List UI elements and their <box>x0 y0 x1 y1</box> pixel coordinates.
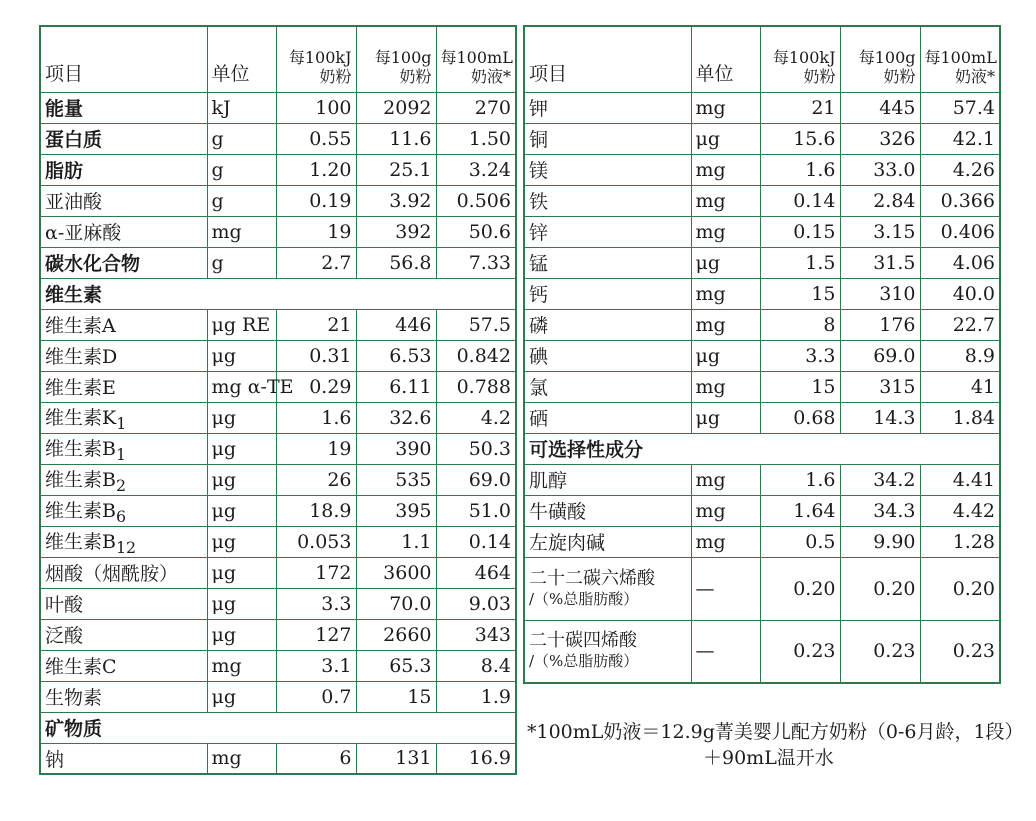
value-per-100ml: 4.2 <box>436 402 516 433</box>
nutrient-unit: mg <box>207 743 276 774</box>
nutrient-name-subscript: 1 <box>115 444 127 464</box>
value-per-100ml: 1.9 <box>436 681 516 712</box>
nutrient-unit: μg <box>207 402 276 433</box>
value-per-100ml: 4.41 <box>920 464 1000 495</box>
nutrient-name-text: 维生素C <box>45 656 117 678</box>
value-per-100ml: 0.20 <box>920 557 1000 620</box>
value-per-100kj: 8 <box>760 309 840 340</box>
value-per-100kj: 6 <box>276 743 356 774</box>
header-per-100ml-line2: 奶液* <box>954 66 995 86</box>
header-per-100kj-line2: 奶粉 <box>803 66 836 86</box>
value-per-100g: 446 <box>356 309 436 340</box>
nutrient-name <box>524 495 691 526</box>
nutrient-name-text: 蛋白质 <box>45 129 103 151</box>
value-per-100kj: 1.20 <box>276 154 356 185</box>
table-row <box>524 185 1000 216</box>
table-row <box>524 402 1000 433</box>
section-label: 可选择性成分 <box>524 433 1000 464</box>
nutrient-unit: — <box>691 557 760 620</box>
value-per-100g: 3600 <box>356 557 436 588</box>
nutrient-unit: mg <box>691 278 760 309</box>
nutrient-unit: μg RE <box>207 309 276 340</box>
value-per-100g: 3.15 <box>840 216 920 247</box>
header-per-100kj-line1: 每100kJ <box>288 47 352 67</box>
nutrient-name <box>40 340 207 371</box>
value-per-100g: 315 <box>840 371 920 402</box>
value-per-100g: 0.20 <box>840 557 920 620</box>
value-per-100g: 32.6 <box>356 402 436 433</box>
value-per-100kj: 0.7 <box>276 681 356 712</box>
value-per-100kj: 0.29 <box>276 371 356 402</box>
nutrient-name-subscript: 12 <box>115 537 137 557</box>
nutrient-unit: — <box>691 620 760 683</box>
value-per-100g: 2660 <box>356 619 436 650</box>
table-row <box>524 340 1000 371</box>
section-row <box>40 712 516 743</box>
nutrient-unit: g <box>207 185 276 216</box>
table-row <box>40 557 516 588</box>
table-row <box>40 309 516 340</box>
value-per-100g: 6.53 <box>356 340 436 371</box>
nutrient-unit: mg <box>691 154 760 185</box>
table-row <box>524 123 1000 154</box>
table-header-row <box>524 26 1000 92</box>
table-row <box>524 278 1000 309</box>
header-per-100kj-line1: 每100kJ <box>772 47 836 67</box>
header-item: 项目 <box>40 26 207 92</box>
table-row <box>40 216 516 247</box>
table-row <box>524 92 1000 123</box>
nutrient-name <box>40 216 207 247</box>
nutrient-name <box>524 247 691 278</box>
nutrient-name <box>40 681 207 712</box>
footnote-line2: ＋90mL温开水 <box>703 747 834 769</box>
value-per-100g: 535 <box>356 464 436 495</box>
value-per-100kj: 15.6 <box>760 123 840 154</box>
nutrient-name-text: 左旋肉碱 <box>529 532 606 554</box>
nutrient-name-subscript: 1 <box>116 413 127 433</box>
nutrient-name-line1: 二十碳四烯酸 <box>529 630 637 652</box>
nutrient-name-line2: /（%总脂肪酸） <box>529 589 639 608</box>
nutrient-name <box>524 620 691 683</box>
value-per-100ml: 4.42 <box>920 495 1000 526</box>
value-per-100ml: 50.3 <box>436 433 516 464</box>
nutrient-name-text: 肌醇 <box>529 470 568 492</box>
value-per-100kj: 2.7 <box>276 247 356 278</box>
value-per-100kj: 0.14 <box>760 185 840 216</box>
header-per-100ml-line1: 每100mL <box>440 47 513 67</box>
value-per-100ml: 8.4 <box>436 650 516 681</box>
nutrient-name <box>40 650 207 681</box>
nutrient-name <box>40 371 207 402</box>
value-per-100ml: 1.84 <box>920 402 1000 433</box>
table-row <box>524 216 1000 247</box>
nutrient-name <box>524 216 691 247</box>
nutrient-name-text: 锰 <box>529 253 549 275</box>
value-per-100kj: 0.15 <box>760 216 840 247</box>
header-per-100g-line2: 奶粉 <box>883 66 916 86</box>
value-per-100kj: 1.5 <box>760 247 840 278</box>
value-per-100g: 445 <box>840 92 920 123</box>
value-per-100kj: 26 <box>276 464 356 495</box>
value-per-100ml: 3.24 <box>436 154 516 185</box>
nutrient-name-text: 叶酸 <box>45 594 84 616</box>
nutrient-unit: μg <box>207 340 276 371</box>
value-per-100g: 390 <box>356 433 436 464</box>
table-row <box>524 309 1000 340</box>
value-per-100g: 310 <box>840 278 920 309</box>
value-per-100g: 34.3 <box>840 495 920 526</box>
nutrient-name-text: 牛磺酸 <box>529 501 587 523</box>
value-per-100ml: 22.7 <box>920 309 1000 340</box>
nutrient-name-text: α-亚麻酸 <box>45 222 122 244</box>
table-row <box>40 247 516 278</box>
header-per-100kj-line2: 奶粉 <box>319 66 352 86</box>
header-unit: 单位 <box>207 26 276 92</box>
nutrient-name <box>524 526 691 557</box>
header-per-100ml <box>920 26 1000 92</box>
table-row <box>40 526 516 557</box>
value-per-100g: 25.1 <box>356 154 436 185</box>
nutrient-name <box>40 185 207 216</box>
value-per-100ml: 9.03 <box>436 588 516 619</box>
nutrient-name-line2: /（%总脂肪酸） <box>529 652 639 671</box>
section-label: 维生素 <box>40 278 516 309</box>
value-per-100kj: 0.68 <box>760 402 840 433</box>
nutrient-name-text: 磷 <box>529 315 549 337</box>
nutrient-name <box>40 247 207 278</box>
table-row <box>40 402 516 433</box>
nutrient-name <box>524 185 691 216</box>
nutrient-name <box>524 309 691 340</box>
nutrient-unit: mg <box>207 216 276 247</box>
footnote-line1: *100mL奶液＝12.9g菁美婴儿配方奶粉（0-6月龄，1段） <box>527 721 1024 743</box>
value-per-100kj: 18.9 <box>276 495 356 526</box>
nutrient-name-text: 维生素B <box>45 437 116 460</box>
value-per-100g: 9.90 <box>840 526 920 557</box>
nutrient-name <box>40 526 207 557</box>
nutrient-unit: mg <box>691 185 760 216</box>
nutrient-name <box>40 588 207 619</box>
value-per-100ml: 50.6 <box>436 216 516 247</box>
value-per-100ml: 40.0 <box>920 278 1000 309</box>
nutrient-name-text: 泛酸 <box>45 625 84 647</box>
value-per-100g: 3.92 <box>356 185 436 216</box>
nutrient-unit: mg <box>691 495 760 526</box>
nutrient-name-text: 硒 <box>529 408 549 430</box>
value-per-100ml: 270 <box>436 92 516 123</box>
header-per-100g-line2: 奶粉 <box>399 66 432 86</box>
nutrient-unit: mg <box>691 92 760 123</box>
value-per-100kj: 127 <box>276 619 356 650</box>
nutrient-unit: μg <box>207 433 276 464</box>
nutrient-name <box>524 402 691 433</box>
nutrient-name-text: 烟酸（烟酰胺） <box>45 563 179 585</box>
value-per-100kj: 100 <box>276 92 356 123</box>
nutrient-name <box>524 278 691 309</box>
section-label: 矿物质 <box>40 712 516 743</box>
nutrient-name <box>524 92 691 123</box>
value-per-100ml: 7.33 <box>436 247 516 278</box>
nutrient-name <box>524 371 691 402</box>
header-per-100ml-line1: 每100mL <box>924 47 997 67</box>
nutrient-name <box>524 464 691 495</box>
nutrient-unit: μg <box>207 619 276 650</box>
footnote <box>527 719 1024 771</box>
value-per-100kj: 15 <box>760 278 840 309</box>
nutrition-table-right <box>523 25 1001 684</box>
nutrient-name-subscript: 2 <box>115 475 127 495</box>
value-per-100kj: 0.19 <box>276 185 356 216</box>
value-per-100g: 34.2 <box>840 464 920 495</box>
value-per-100g: 33.0 <box>840 154 920 185</box>
header-per-100g-line1: 每100g <box>374 47 432 67</box>
header-per-100g <box>356 26 436 92</box>
nutrition-table-left-body <box>40 26 516 774</box>
value-per-100kj: 21 <box>276 309 356 340</box>
table-row <box>40 464 516 495</box>
value-per-100g: 395 <box>356 495 436 526</box>
value-per-100kj: 0.23 <box>760 620 840 683</box>
table-row <box>524 495 1000 526</box>
table-header-row <box>40 26 516 92</box>
header-per-100g-line1: 每100g <box>858 47 916 67</box>
value-per-100kj: 1.6 <box>276 402 356 433</box>
value-per-100ml: 0.842 <box>436 340 516 371</box>
value-per-100ml: 41 <box>920 371 1000 402</box>
header-per-100kj <box>276 26 356 92</box>
value-per-100g: 69.0 <box>840 340 920 371</box>
table-row <box>40 154 516 185</box>
value-per-100ml: 16.9 <box>436 743 516 774</box>
table-row <box>524 371 1000 402</box>
value-per-100ml: 4.06 <box>920 247 1000 278</box>
value-per-100ml: 1.28 <box>920 526 1000 557</box>
value-per-100kj: 3.3 <box>276 588 356 619</box>
value-per-100ml: 0.23 <box>920 620 1000 683</box>
nutrient-unit: g <box>207 154 276 185</box>
table-row <box>40 588 516 619</box>
value-per-100ml: 1.50 <box>436 123 516 154</box>
value-per-100g: 131 <box>356 743 436 774</box>
nutrient-unit: μg <box>207 588 276 619</box>
nutrient-name-text: 能量 <box>45 98 84 120</box>
value-per-100ml: 51.0 <box>436 495 516 526</box>
nutrition-table-left <box>39 25 517 775</box>
table-row <box>524 620 1000 683</box>
value-per-100g: 14.3 <box>840 402 920 433</box>
table-row <box>40 681 516 712</box>
nutrient-name-text: 钠 <box>45 748 65 771</box>
nutrient-name-text: 铜 <box>529 129 549 151</box>
value-per-100ml: 0.14 <box>436 526 516 557</box>
value-per-100kj: 0.053 <box>276 526 356 557</box>
nutrient-unit: μg <box>207 495 276 526</box>
nutrient-name-text: 镁 <box>529 160 549 182</box>
nutrient-name-text: 钾 <box>529 98 549 120</box>
value-per-100ml: 0.366 <box>920 185 1000 216</box>
nutrient-name <box>40 123 207 154</box>
nutrient-name <box>524 340 691 371</box>
value-per-100ml: 42.1 <box>920 123 1000 154</box>
header-per-100kj <box>760 26 840 92</box>
table-row <box>524 247 1000 278</box>
header-per-100ml <box>436 26 516 92</box>
nutrient-name <box>40 402 207 433</box>
nutrient-name <box>40 619 207 650</box>
value-per-100kj: 19 <box>276 216 356 247</box>
table-row <box>40 371 516 402</box>
nutrient-unit: kJ <box>207 92 276 123</box>
nutrient-name-text: 维生素B <box>45 468 116 491</box>
value-per-100g: 1.1 <box>356 526 436 557</box>
value-per-100g: 11.6 <box>356 123 436 154</box>
nutrient-name-text: 碘 <box>529 346 549 368</box>
nutrient-unit: μg <box>207 681 276 712</box>
table-row <box>524 557 1000 620</box>
value-per-100kj: 15 <box>760 371 840 402</box>
table-row <box>40 92 516 123</box>
nutrient-name <box>524 154 691 185</box>
value-per-100ml: 4.26 <box>920 154 1000 185</box>
value-per-100ml: 8.9 <box>920 340 1000 371</box>
nutrient-unit: μg <box>207 526 276 557</box>
table-row <box>40 433 516 464</box>
value-per-100g: 56.8 <box>356 247 436 278</box>
nutrient-unit: μg <box>691 340 760 371</box>
nutrient-name-text: 维生素E <box>45 377 116 399</box>
value-per-100kj: 0.5 <box>760 526 840 557</box>
value-per-100ml: 57.5 <box>436 309 516 340</box>
nutrient-name <box>40 557 207 588</box>
nutrient-name <box>40 743 207 774</box>
nutrient-name-text: 维生素K <box>45 406 117 429</box>
value-per-100ml: 57.4 <box>920 92 1000 123</box>
nutrient-name <box>524 123 691 154</box>
table-row <box>40 495 516 526</box>
value-per-100kj: 0.31 <box>276 340 356 371</box>
value-per-100g: 326 <box>840 123 920 154</box>
nutrient-unit: μg <box>691 123 760 154</box>
table-row <box>524 154 1000 185</box>
nutrient-name-text: 维生素D <box>45 346 118 368</box>
nutrient-name <box>524 557 691 620</box>
nutrient-name-text: 锌 <box>529 222 549 244</box>
value-per-100ml: 0.506 <box>436 185 516 216</box>
nutrient-unit: mg <box>691 309 760 340</box>
value-per-100ml: 343 <box>436 619 516 650</box>
value-per-100kj: 1.6 <box>760 154 840 185</box>
nutrient-unit: mg <box>691 216 760 247</box>
value-per-100g: 0.23 <box>840 620 920 683</box>
value-per-100kj: 1.64 <box>760 495 840 526</box>
value-per-100kj: 172 <box>276 557 356 588</box>
nutrient-name-subscript: 6 <box>115 506 127 526</box>
table-row <box>40 185 516 216</box>
nutrient-name-text: 氯 <box>529 377 549 399</box>
nutrient-unit: mg α-TE <box>207 371 276 402</box>
nutrient-name-text: 亚油酸 <box>45 191 103 213</box>
header-per-100g <box>840 26 920 92</box>
table-row <box>524 526 1000 557</box>
value-per-100g: 6.11 <box>356 371 436 402</box>
value-per-100ml: 0.788 <box>436 371 516 402</box>
table-row <box>40 619 516 650</box>
nutrient-unit: μg <box>207 464 276 495</box>
nutrient-unit: μg <box>207 557 276 588</box>
header-per-100ml-line2: 奶液* <box>470 66 511 86</box>
nutrient-name-line1: 二十二碳六烯酸 <box>529 567 655 589</box>
header-item: 项目 <box>524 26 691 92</box>
value-per-100g: 176 <box>840 309 920 340</box>
nutrient-unit: g <box>207 247 276 278</box>
nutrient-name-text: 脂肪 <box>45 160 84 182</box>
value-per-100kj: 0.20 <box>760 557 840 620</box>
nutrient-name <box>40 92 207 123</box>
nutrient-name-text: 维生素B <box>45 499 116 522</box>
nutrient-unit: mg <box>207 650 276 681</box>
header-unit: 单位 <box>691 26 760 92</box>
nutrition-table-right-body <box>524 26 1000 683</box>
nutrient-name <box>40 495 207 526</box>
value-per-100g: 2092 <box>356 92 436 123</box>
nutrient-unit: μg <box>691 402 760 433</box>
value-per-100kj: 21 <box>760 92 840 123</box>
value-per-100kj: 19 <box>276 433 356 464</box>
value-per-100ml: 0.406 <box>920 216 1000 247</box>
value-per-100g: 70.0 <box>356 588 436 619</box>
nutrient-unit: mg <box>691 371 760 402</box>
value-per-100g: 15 <box>356 681 436 712</box>
value-per-100g: 31.5 <box>840 247 920 278</box>
value-per-100kj: 3.3 <box>760 340 840 371</box>
value-per-100kj: 1.6 <box>760 464 840 495</box>
nutrient-name <box>40 309 207 340</box>
table-row <box>524 464 1000 495</box>
value-per-100g: 392 <box>356 216 436 247</box>
nutrient-name-text: 碳水化合物 <box>45 253 141 275</box>
table-row <box>40 340 516 371</box>
nutrient-name-text: 铁 <box>529 191 549 213</box>
nutrient-unit: g <box>207 123 276 154</box>
nutrient-name <box>40 433 207 464</box>
nutrient-name-text: 钙 <box>529 284 549 306</box>
nutrient-name-text: 生物素 <box>45 687 103 709</box>
value-per-100kj: 3.1 <box>276 650 356 681</box>
nutrient-name-text: 维生素A <box>45 315 116 337</box>
value-per-100ml: 69.0 <box>436 464 516 495</box>
value-per-100kj: 0.55 <box>276 123 356 154</box>
table-row <box>40 123 516 154</box>
value-per-100ml: 464 <box>436 557 516 588</box>
value-per-100g: 65.3 <box>356 650 436 681</box>
nutrient-name <box>40 464 207 495</box>
table-row <box>40 650 516 681</box>
value-per-100g: 2.84 <box>840 185 920 216</box>
nutrient-name <box>40 154 207 185</box>
nutrient-name-text: 维生素B <box>45 530 116 553</box>
section-row <box>40 278 516 309</box>
table-row <box>40 743 516 774</box>
nutrient-unit: mg <box>691 526 760 557</box>
nutrient-unit: μg <box>691 247 760 278</box>
nutrient-unit: mg <box>691 464 760 495</box>
section-row <box>524 433 1000 464</box>
